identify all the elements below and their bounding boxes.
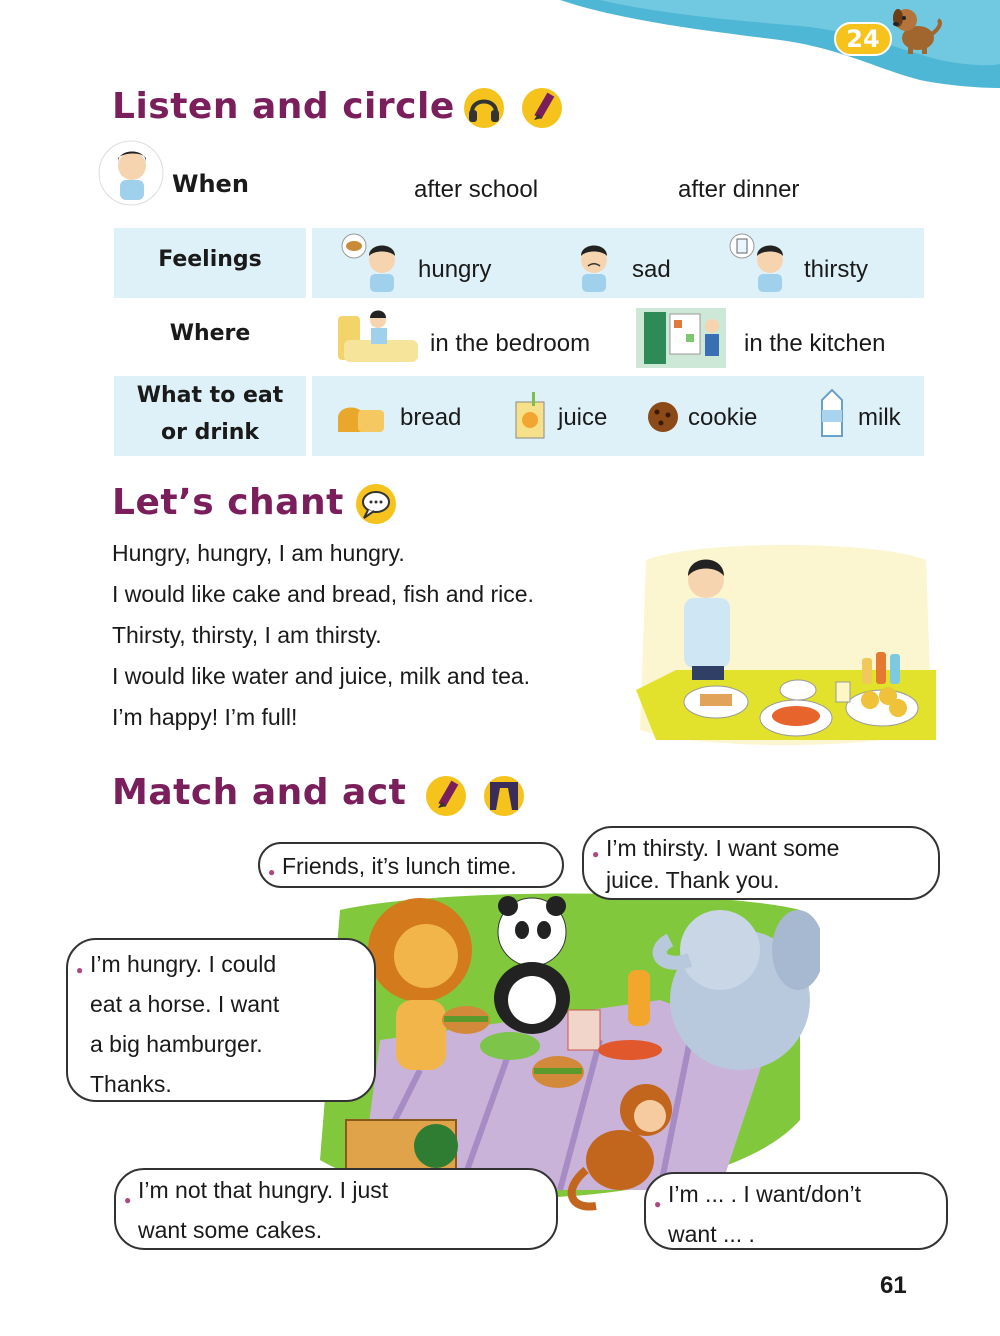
eat-option-milk[interactable]: milk bbox=[858, 404, 901, 431]
bubble-marker-dot: ● bbox=[268, 865, 276, 879]
theater-icon bbox=[482, 774, 526, 818]
bubble-marker-dot: ● bbox=[76, 963, 84, 977]
eat-label-line2: or drink bbox=[160, 420, 260, 445]
chant-section-title: Let’s chant bbox=[112, 482, 344, 523]
boy-eating-illustration bbox=[636, 540, 936, 750]
lion-bubble-line-3: a big hamburger. bbox=[90, 1031, 263, 1057]
when-option-after-school[interactable]: after school bbox=[414, 176, 539, 203]
feeling-option-hungry[interactable]: hungry bbox=[418, 256, 492, 283]
bread-icon bbox=[334, 396, 388, 436]
template-bubble-line-1: I’m ... . I want/don’t bbox=[668, 1181, 862, 1207]
sad-boy-icon bbox=[572, 242, 616, 294]
chant-line-1: Hungry, hungry, I am hungry. bbox=[112, 540, 405, 566]
lion-bubble-line-1: I’m hungry. I could bbox=[90, 951, 277, 977]
elephant-speech-bubble bbox=[582, 826, 940, 900]
milk-icon bbox=[816, 388, 848, 438]
panda-speech-bubble bbox=[258, 842, 564, 888]
where-option-kitchen[interactable]: in the kitchen bbox=[744, 330, 886, 357]
when-label: When bbox=[172, 170, 249, 198]
speech-bubble-icon bbox=[354, 482, 398, 526]
monkey-speech-bubble bbox=[114, 1168, 558, 1250]
unit-number-badge: 24 bbox=[834, 22, 892, 56]
lion-speech-bubble bbox=[66, 938, 376, 1102]
chant-line-2: I would like cake and bread, fish and rice. bbox=[112, 581, 534, 607]
when-option-after-dinner[interactable]: after dinner bbox=[678, 176, 800, 203]
eat-option-cookie[interactable]: cookie bbox=[688, 404, 758, 431]
feelings-row bbox=[312, 228, 924, 298]
bubble-marker-dot: ● bbox=[592, 847, 600, 861]
template-bubble-line-2: want ... . bbox=[668, 1221, 755, 1247]
listen-section-title: Listen and circle bbox=[112, 86, 455, 127]
where-option-bedroom[interactable]: in the bedroom bbox=[430, 330, 591, 357]
lion-bubble-line-4: Thanks. bbox=[90, 1071, 172, 1097]
monkey-bubble-line-2: want some cakes. bbox=[138, 1217, 323, 1243]
page-number: 61 bbox=[880, 1272, 907, 1299]
lion-bubble-line-2: eat a horse. I want bbox=[90, 991, 280, 1017]
hungry-boy-icon bbox=[338, 232, 408, 294]
bubble-marker-dot: ● bbox=[124, 1193, 132, 1207]
bubble-marker-dot: ● bbox=[654, 1197, 662, 1211]
elephant-bubble-line-2: juice. Thank you. bbox=[606, 867, 780, 893]
panda-bubble-line-1: Friends, it’s lunch time. bbox=[282, 853, 517, 879]
eat-option-bread[interactable]: bread bbox=[400, 404, 462, 431]
eat-label-line1: What to eat bbox=[136, 383, 284, 408]
pencil-icon bbox=[424, 774, 468, 818]
dog-icon bbox=[888, 2, 944, 54]
elephant-bubble-line-1: I’m thirsty. I want some bbox=[606, 835, 840, 861]
juice-icon bbox=[512, 392, 548, 440]
eat-option-juice[interactable]: juice bbox=[558, 404, 608, 431]
chant-line-4: I would like water and juice, milk and tea. bbox=[112, 663, 531, 689]
cookie-icon bbox=[646, 400, 680, 434]
match-section-title: Match and act bbox=[112, 772, 407, 813]
kitchen-icon bbox=[634, 306, 728, 370]
where-row bbox=[312, 304, 924, 374]
feeling-option-sad[interactable]: sad bbox=[632, 256, 671, 283]
eat-label-cell bbox=[114, 376, 306, 456]
headphones-icon bbox=[462, 86, 506, 130]
eat-row bbox=[312, 376, 924, 456]
chant-line-3: Thirsty, thirsty, I am thirsty. bbox=[112, 622, 382, 648]
thirsty-boy-icon bbox=[726, 232, 796, 294]
boy-avatar bbox=[96, 140, 166, 206]
template-speech-bubble bbox=[644, 1172, 948, 1250]
monkey-bubble-line-1: I’m not that hungry. I just bbox=[138, 1177, 389, 1203]
where-label: Where bbox=[169, 321, 251, 346]
feeling-option-thirsty[interactable]: thirsty bbox=[804, 256, 869, 283]
bedroom-icon bbox=[334, 306, 422, 366]
pencil-icon bbox=[520, 86, 564, 130]
chant-line-5: I’m happy! I’m full! bbox=[112, 704, 298, 730]
feelings-label: Feelings bbox=[114, 228, 306, 298]
